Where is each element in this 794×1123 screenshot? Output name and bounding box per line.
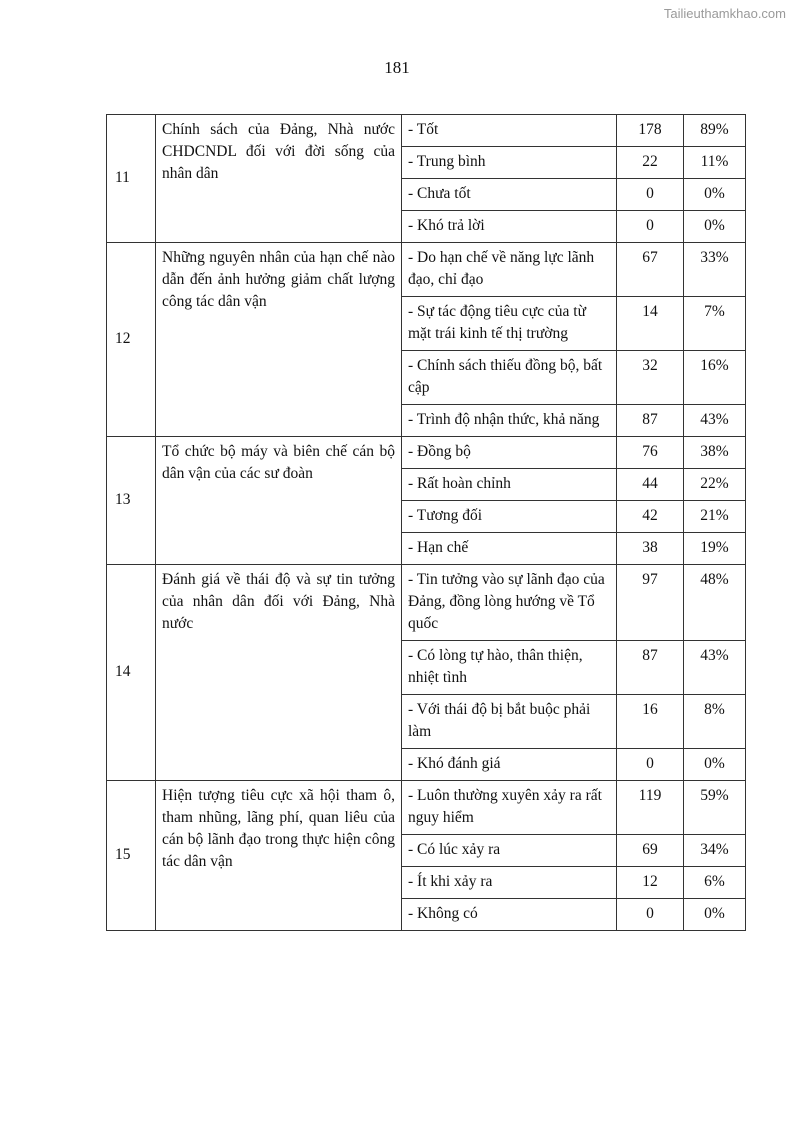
answer-option: - Hạn chế xyxy=(402,533,617,565)
question-text: Chính sách của Đảng, Nhà nước CHDCNDL đối với đời sống của nhân dân xyxy=(156,115,402,243)
answer-count: 0 xyxy=(617,899,684,931)
answer-option: - Trình độ nhận thức, khả năng xyxy=(402,405,617,437)
answer-count: 178 xyxy=(617,115,684,147)
answer-percent: 33% xyxy=(684,243,746,297)
answer-option: - Luôn thường xuyên xảy ra rất nguy hiểm xyxy=(402,781,617,835)
question-number: 14 xyxy=(107,565,156,781)
table-row xyxy=(107,115,746,147)
question-number: 13 xyxy=(107,437,156,565)
question-number: 11 xyxy=(107,115,156,243)
answer-option: - Tốt xyxy=(402,115,617,147)
answer-count: 14 xyxy=(617,297,684,351)
page-number: 181 xyxy=(384,58,410,77)
answer-option: - Khó trả lời xyxy=(402,211,617,243)
answer-count: 0 xyxy=(617,179,684,211)
answer-count: 16 xyxy=(617,695,684,749)
answer-option: - Rất hoàn chỉnh xyxy=(402,469,617,501)
question-number: 12 xyxy=(107,243,156,437)
answer-count: 44 xyxy=(617,469,684,501)
answer-count: 119 xyxy=(617,781,684,835)
answer-percent: 34% xyxy=(684,835,746,867)
answer-option: - Với thái độ bị bắt buộc phải làm xyxy=(402,695,617,749)
answer-count: 42 xyxy=(617,501,684,533)
answer-option: - Có lòng tự hào, thân thiện, nhiệt tình xyxy=(402,641,617,695)
answer-option: - Chính sách thiếu đồng bộ, bất cập xyxy=(402,351,617,405)
answer-option: - Không có xyxy=(402,899,617,931)
survey-table xyxy=(106,114,746,931)
answer-percent: 7% xyxy=(684,297,746,351)
table-row xyxy=(107,781,746,835)
answer-count: 22 xyxy=(617,147,684,179)
answer-count: 32 xyxy=(617,351,684,405)
answer-percent: 89% xyxy=(684,115,746,147)
answer-option: - Sự tác động tiêu cực của từ mặt trái kinh tế thị trường xyxy=(402,297,617,351)
answer-percent: 0% xyxy=(684,899,746,931)
answer-percent: 43% xyxy=(684,405,746,437)
answer-count: 0 xyxy=(617,211,684,243)
answer-option: - Khó đánh giá xyxy=(402,749,617,781)
answer-count: 97 xyxy=(617,565,684,641)
answer-percent: 6% xyxy=(684,867,746,899)
answer-option: - Chưa tốt xyxy=(402,179,617,211)
answer-percent: 38% xyxy=(684,437,746,469)
answer-percent: 22% xyxy=(684,469,746,501)
question-number: 15 xyxy=(107,781,156,931)
answer-option: - Trung bình xyxy=(402,147,617,179)
answer-count: 87 xyxy=(617,405,684,437)
answer-percent: 8% xyxy=(684,695,746,749)
table-row xyxy=(107,565,746,641)
answer-count: 38 xyxy=(617,533,684,565)
watermark-text: Tailieuthamkhao.com xyxy=(663,6,786,21)
answer-percent: 19% xyxy=(684,533,746,565)
answer-count: 76 xyxy=(617,437,684,469)
question-text: Hiện tượng tiêu cực xã hội tham ô, tham nhũng, lãng phí, quan liêu của cán bộ lãnh đạo trong thực hiện công tác dân vận xyxy=(156,781,402,931)
table-row xyxy=(107,437,746,469)
question-text: Những nguyên nhân của hạn chế nào dẫn đến ảnh hưởng giảm chất lượng công tác dân vận xyxy=(156,243,402,437)
answer-option: - Do hạn chế về năng lực lãnh đạo, chỉ đạo xyxy=(402,243,617,297)
answer-count: 69 xyxy=(617,835,684,867)
question-text: Tổ chức bộ máy và biên chế cán bộ dân vận của các sư đoàn xyxy=(156,437,402,565)
table-row xyxy=(107,243,746,297)
answer-option: - Đồng bộ xyxy=(402,437,617,469)
answer-percent: 0% xyxy=(684,211,746,243)
answer-percent: 0% xyxy=(684,179,746,211)
question-text: Đánh giá về thái độ và sự tin tưởng của nhân dân đối với Đảng, Nhà nước xyxy=(156,565,402,781)
answer-count: 67 xyxy=(617,243,684,297)
answer-count: 0 xyxy=(617,749,684,781)
answer-count: 12 xyxy=(617,867,684,899)
answer-option: - Tương đối xyxy=(402,501,617,533)
answer-percent: 43% xyxy=(684,641,746,695)
answer-count: 87 xyxy=(617,641,684,695)
answer-option: - Tin tưởng vào sự lãnh đạo của Đảng, đồng lòng hướng về Tổ quốc xyxy=(402,565,617,641)
survey-table-body xyxy=(107,115,746,931)
answer-percent: 48% xyxy=(684,565,746,641)
answer-option: - Ít khi xảy ra xyxy=(402,867,617,899)
answer-percent: 16% xyxy=(684,351,746,405)
answer-option: - Có lúc xảy ra xyxy=(402,835,617,867)
answer-percent: 59% xyxy=(684,781,746,835)
answer-percent: 11% xyxy=(684,147,746,179)
answer-percent: 21% xyxy=(684,501,746,533)
answer-percent: 0% xyxy=(684,749,746,781)
